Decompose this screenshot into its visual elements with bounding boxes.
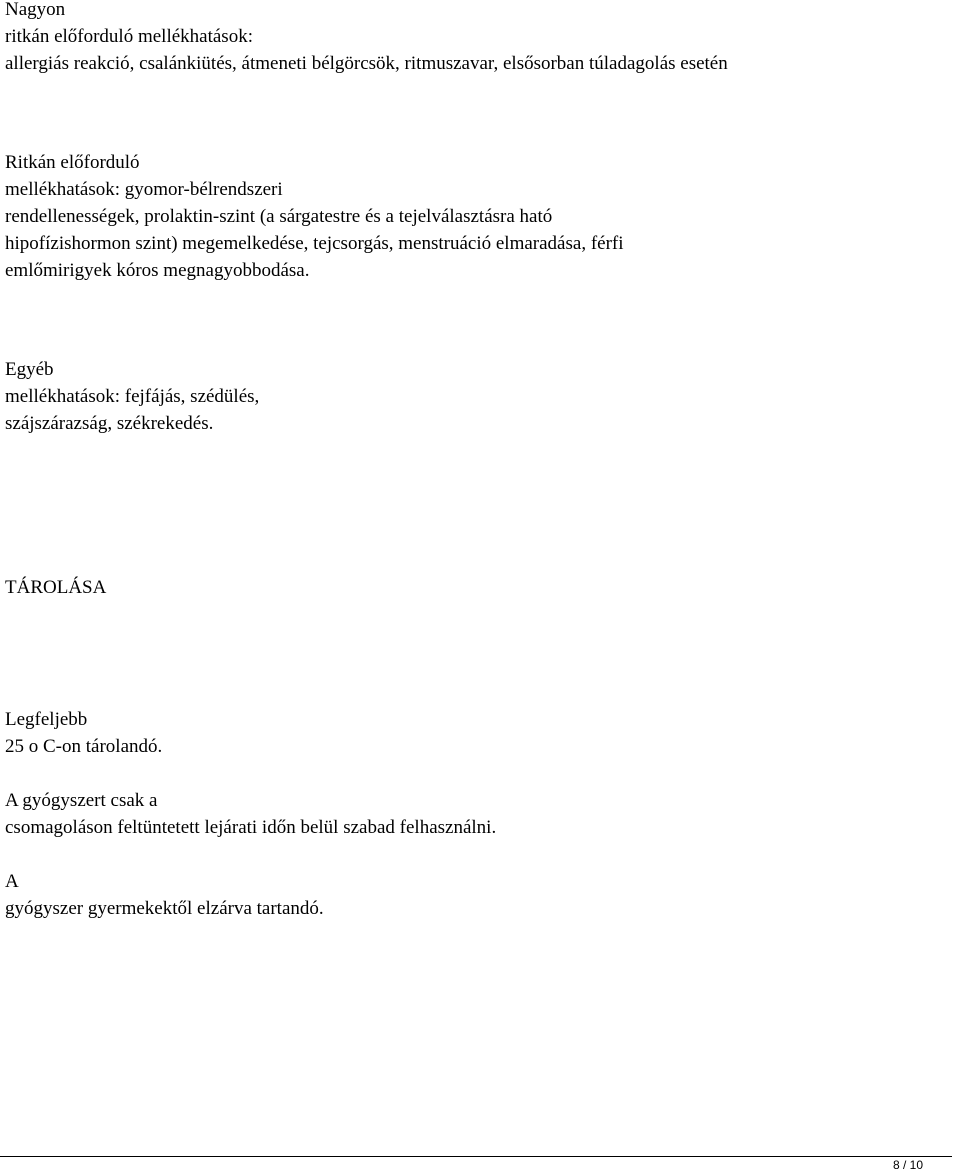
text-line: ritkán előforduló mellékhatások: [5, 26, 253, 47]
text-line: Legfeljebb [5, 709, 88, 730]
footer-divider [0, 1156, 952, 1157]
very-rare-side-effects [5, 0, 945, 77]
other-side-effects [5, 356, 945, 437]
text-line: mellékhatások: gyomor-bélrendszeri [5, 179, 283, 200]
rare-side-effects [5, 149, 945, 284]
expiry-note [5, 787, 945, 841]
text-line: mellékhatások: fejfájás, szédülés, [5, 386, 260, 407]
text-line: emlőmirigyek kóros megnagyobbodása. [5, 260, 310, 281]
text-line: A [5, 871, 19, 892]
text-line: Ritkán előforduló [5, 152, 140, 173]
text-line: hipofízishormon szint) megemelkedése, tejcsorgás, menstruáció elmaradása, férfi [5, 233, 624, 254]
page-number: 8 / 10 [892, 1158, 923, 1172]
text-line: gyógyszer gyermekektől elzárva tartandó. [5, 898, 324, 919]
text-line: 25 o C-on tárolandó. [5, 736, 163, 757]
text-line: rendellenességek, prolaktin-szint (a sárgatestre és a tejelválasztásra ható [5, 206, 553, 227]
text-line: Nagyon [5, 0, 66, 20]
text-line: csomagoláson feltüntetett lejárati időn belül szabad felhasználni. [5, 817, 497, 838]
storage-temperature [5, 706, 945, 760]
text-line: szájszárazság, székrekedés. [5, 413, 214, 434]
text-line: allergiás reakció, csalánkiütés, átmeneti bélgörcsök, ritmuszavar, elsősorban túladagolás esetén [5, 53, 728, 74]
storage-heading: TÁROLÁSA [5, 577, 107, 598]
children-warning [5, 868, 945, 922]
text-line: Egyéb [5, 359, 54, 380]
document-page [5, 0, 945, 922]
text-line: A gyógyszert csak a [5, 790, 158, 811]
